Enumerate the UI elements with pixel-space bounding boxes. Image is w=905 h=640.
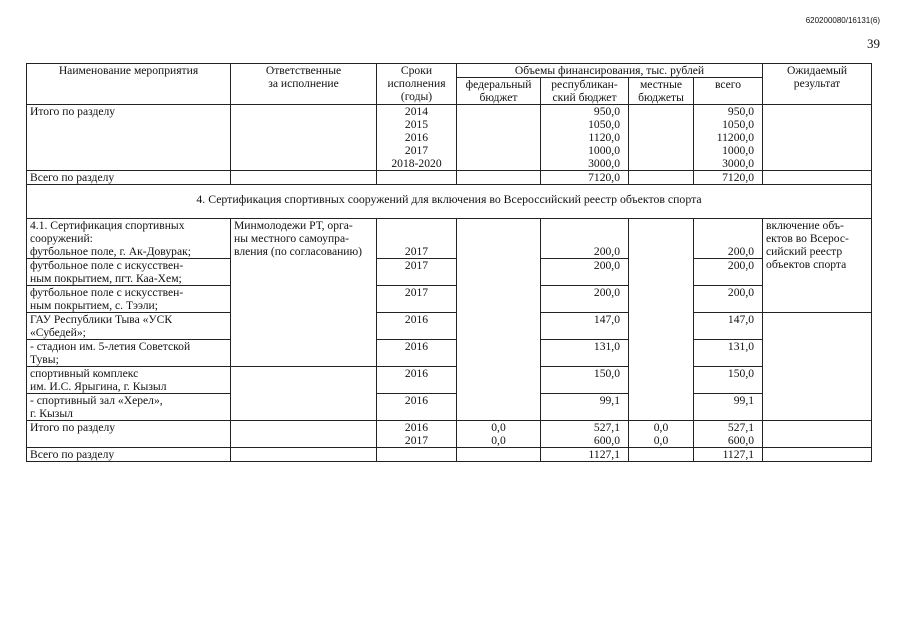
header-row xyxy=(27,64,872,78)
col-header-local: местные бюджеты xyxy=(629,78,694,105)
total-cell: 200,0 xyxy=(694,259,763,286)
col-header-result: Ожидаемый результат xyxy=(763,64,872,105)
col-header-responsible: Ответственные за исполнение xyxy=(231,64,377,105)
col-header-terms: Сроки исполнения (годы) xyxy=(377,64,457,105)
republic-cell: 200,0 xyxy=(541,219,629,259)
table-row xyxy=(27,286,872,313)
year-cell: 2017 xyxy=(377,259,457,286)
vsego-label: Всего по разделу xyxy=(27,171,231,185)
year-cell: 2017 xyxy=(377,219,457,259)
event-name: футбольное поле с искусствен- ным покрытием, пгт. Каа-Хем; xyxy=(27,259,231,286)
republic-cell: 99,1 xyxy=(541,394,629,421)
total-cell: 527,1 600,0 xyxy=(694,421,763,448)
expected-result: включение объ- ектов во Всерос- сийский реестр объектов спорта xyxy=(763,219,872,313)
year-cell: 2016 xyxy=(377,394,457,421)
republic-cell: 7120,0 xyxy=(541,171,629,185)
event-name: - спортивный зал «Херел», г. Кызыл xyxy=(27,394,231,421)
responsible-cell: Минмолодежи РТ, орга- ны местного самоупра- вления (по согласованию) xyxy=(231,219,377,367)
table-row xyxy=(27,105,872,171)
table-row xyxy=(27,367,872,394)
republic-cell: 527,1 600,0 xyxy=(541,421,629,448)
republic-cell: 1127,1 xyxy=(541,448,629,462)
republic-cell: 147,0 xyxy=(541,313,629,340)
table-row xyxy=(27,219,872,259)
total-cell: 131,0 xyxy=(694,340,763,367)
table-row xyxy=(27,259,872,286)
event-name: - стадион им. 5-летия Советской Тувы; xyxy=(27,340,231,367)
col-header-federal: федеральный бюджет xyxy=(457,78,541,105)
col-header-total: всего xyxy=(694,78,763,105)
table-row xyxy=(27,171,872,185)
total-cell: 7120,0 xyxy=(694,171,763,185)
event-name: футбольное поле с искусствен- ным покрытием, с. Тээли; xyxy=(27,286,231,313)
event-name: спортивный комплекс им. И.С. Ярыгина, г. Кызыл xyxy=(27,367,231,394)
year-cell: 2016 xyxy=(377,313,457,340)
republic-cell: 950,0 1050,0 1120,0 1000,0 3000,0 xyxy=(541,105,629,171)
total-cell: 1127,1 xyxy=(694,448,763,462)
table-row xyxy=(27,394,872,421)
federal-cell: 0,0 0,0 xyxy=(457,421,541,448)
funding-table xyxy=(26,63,872,462)
table-row xyxy=(27,340,872,367)
total-cell: 200,0 xyxy=(694,286,763,313)
years-cell: 2016 2017 xyxy=(377,421,457,448)
total-cell: 147,0 xyxy=(694,313,763,340)
republic-cell: 150,0 xyxy=(541,367,629,394)
year-cell: 2017 xyxy=(377,286,457,313)
total-cell: 200,0 xyxy=(694,219,763,259)
section-title-row xyxy=(27,185,872,219)
event-name: ГАУ Республики Тыва «УСК «Субедей»; xyxy=(27,313,231,340)
local-cell: 0,0 0,0 xyxy=(629,421,694,448)
col-header-name: Наименование мероприятия xyxy=(27,64,231,105)
table-row xyxy=(27,448,872,462)
republic-cell: 131,0 xyxy=(541,340,629,367)
republic-cell: 200,0 xyxy=(541,286,629,313)
page-number: 39 xyxy=(867,36,880,51)
year-cell: 2016 xyxy=(377,340,457,367)
total-cell: 99,1 xyxy=(694,394,763,421)
years-cell: 2014 2015 2016 2017 2018-2020 xyxy=(377,105,457,171)
event-name: 4.1. Сертификация спортивных сооружений: футбольное поле, г. Ак-Довурак; xyxy=(27,219,231,259)
document-code: 620200080/16131(6) xyxy=(805,16,880,25)
col-header-funding: Объемы финансирования, тыс. рублей xyxy=(457,64,763,78)
vsego-label: Всего по разделу xyxy=(27,448,231,462)
itogo-label: Итого по разделу xyxy=(27,421,231,448)
total-cell: 150,0 xyxy=(694,367,763,394)
year-cell: 2016 xyxy=(377,367,457,394)
table-row xyxy=(27,313,872,340)
section-title: 4. Сертификация спортивных сооружений для включения во Всероссийский реестр объектов спорта xyxy=(27,185,872,219)
table-row xyxy=(27,421,872,448)
col-header-republic: республикан- ский бюджет xyxy=(541,78,629,105)
total-cell: 950,0 1050,0 11200,0 1000,0 3000,0 xyxy=(694,105,763,171)
itogo-label: Итого по разделу xyxy=(27,105,231,171)
republic-cell: 200,0 xyxy=(541,259,629,286)
